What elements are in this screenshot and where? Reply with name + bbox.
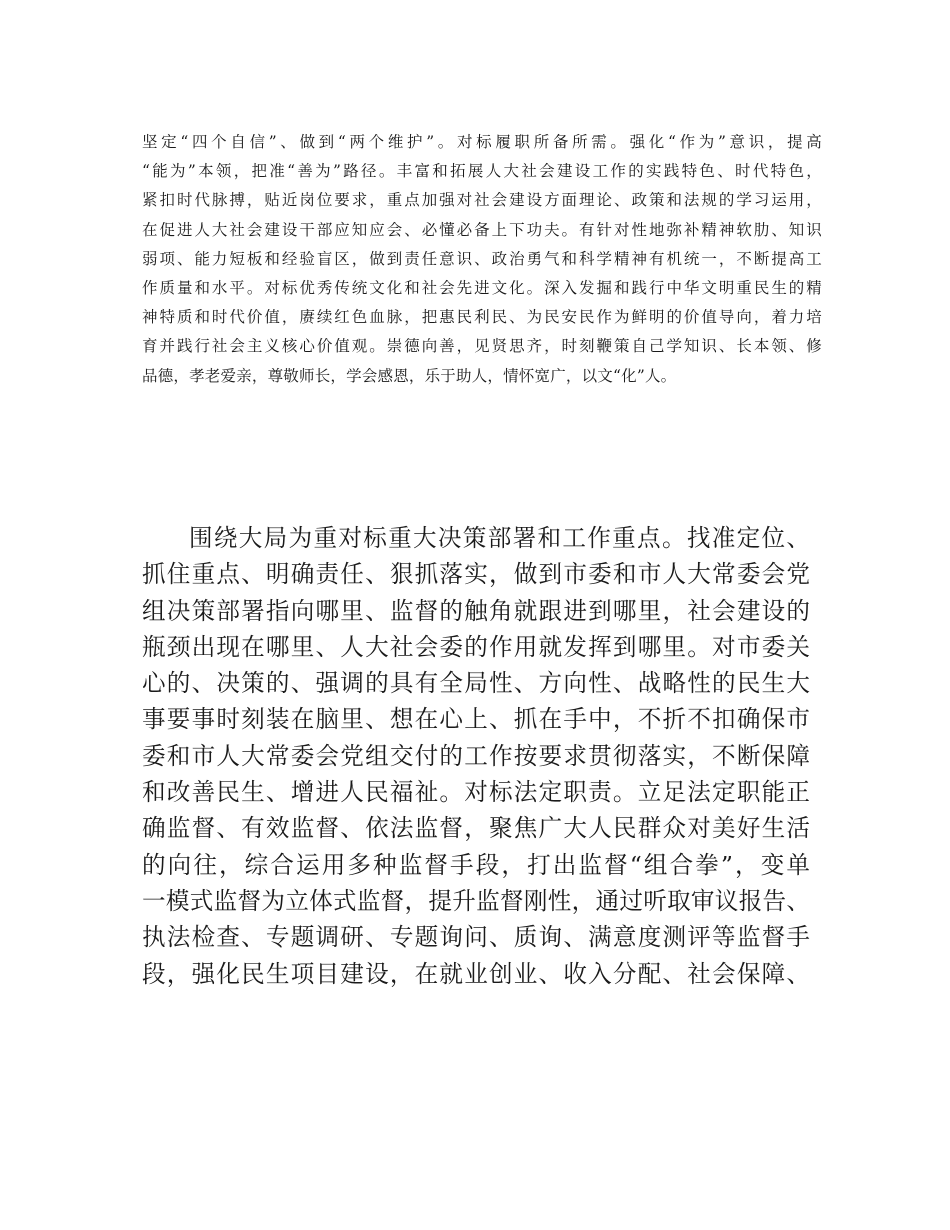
paragraph-2-line: 心的、决策的、强调的具有全局性、方向性、战略性的民生大 xyxy=(142,669,810,698)
paragraph-1 xyxy=(142,128,822,391)
paragraph-2-line: 的向往，综合运用多种监督手段，打出监督“组合拳”，变单 xyxy=(142,850,810,879)
paragraph-2-line: 执法检查、专题调研、专题询问、质询、满意度测评等监督手 xyxy=(142,923,810,952)
paragraph-2-line: 一模式监督为立体式监督，提升监督刚性，通过听取审议报告、 xyxy=(142,886,810,915)
paragraph-2-line: 瓶颈出现在哪里、人大社会委的作用就发挥到哪里。对市委关 xyxy=(142,632,810,661)
paragraph-1-line: 品德，孝老爱亲，尊敬师长，学会感恩，乐于助人，情怀宽广，以文“化”人。 xyxy=(142,366,677,385)
paragraph-1-line: 育并践行社会主义核心价值观。崇德向善，见贤思齐，时刻鞭策自己学知识、长本领、修 xyxy=(142,337,822,356)
paragraph-2-line: 段，强化民生项目建设，在就业创业、收入分配、社会保障、 xyxy=(142,959,810,988)
paragraph-1-line: 弱项、能力短板和经验盲区，做到责任意识、政治勇气和科学精神有机统一，不断提高工 xyxy=(142,249,822,268)
paragraph-1-line: “能为”本领，把准“善为”路径。丰富和拓展人大社会建设工作的实践特色、时代特色， xyxy=(142,162,822,181)
paragraph-1-line: 神特质和时代价值，赓续红色血脉，把惠民利民、为民安民作为鲜明的价值导向，着力培 xyxy=(142,308,822,327)
paragraph-2-line: 围绕大局为重对标重大决策部署和工作重点。找准定位、 xyxy=(189,524,810,552)
paragraph-2-line: 确监督、有效监督、依法监督，聚焦广大人民群众对美好生活 xyxy=(142,814,810,843)
paragraph-2 xyxy=(142,520,810,992)
paragraph-2-line: 委和市人大常委会党组交付的工作按要求贯彻落实，不断保障 xyxy=(142,741,810,770)
paragraph-2-line: 事要事时刻装在脑里、想在心上、抓在手中，不折不扣确保市 xyxy=(142,705,810,734)
paragraph-1-line: 坚定“四个自信”、做到“两个维护”。对标履职所备所需。强化“作为”意识，提高 xyxy=(142,133,822,151)
paragraph-1-line: 作质量和水平。对标优秀传统文化和社会先进文化。深入发掘和践行中华文明重民生的精 xyxy=(142,278,822,297)
paragraph-2-line: 和改善民生、增进人民福祉。对标法定职责。立足法定职能正 xyxy=(142,778,810,807)
paragraph-1-line: 在促进人大社会建设干部应知应会、必懂必备上下功夫。有针对性地弥补精神软肋、知识 xyxy=(142,220,822,239)
paragraph-2-line: 抓住重点、明确责任、狠抓落实，做到市委和市人大常委会党 xyxy=(142,560,810,589)
paragraph-1-line: 紧扣时代脉搏，贴近岗位要求，重点加强对社会建设方面理论、政策和法规的学习运用， xyxy=(142,191,822,210)
paragraph-2-line: 组决策部署指向哪里、监督的触角就跟进到哪里，社会建设的 xyxy=(142,596,810,625)
